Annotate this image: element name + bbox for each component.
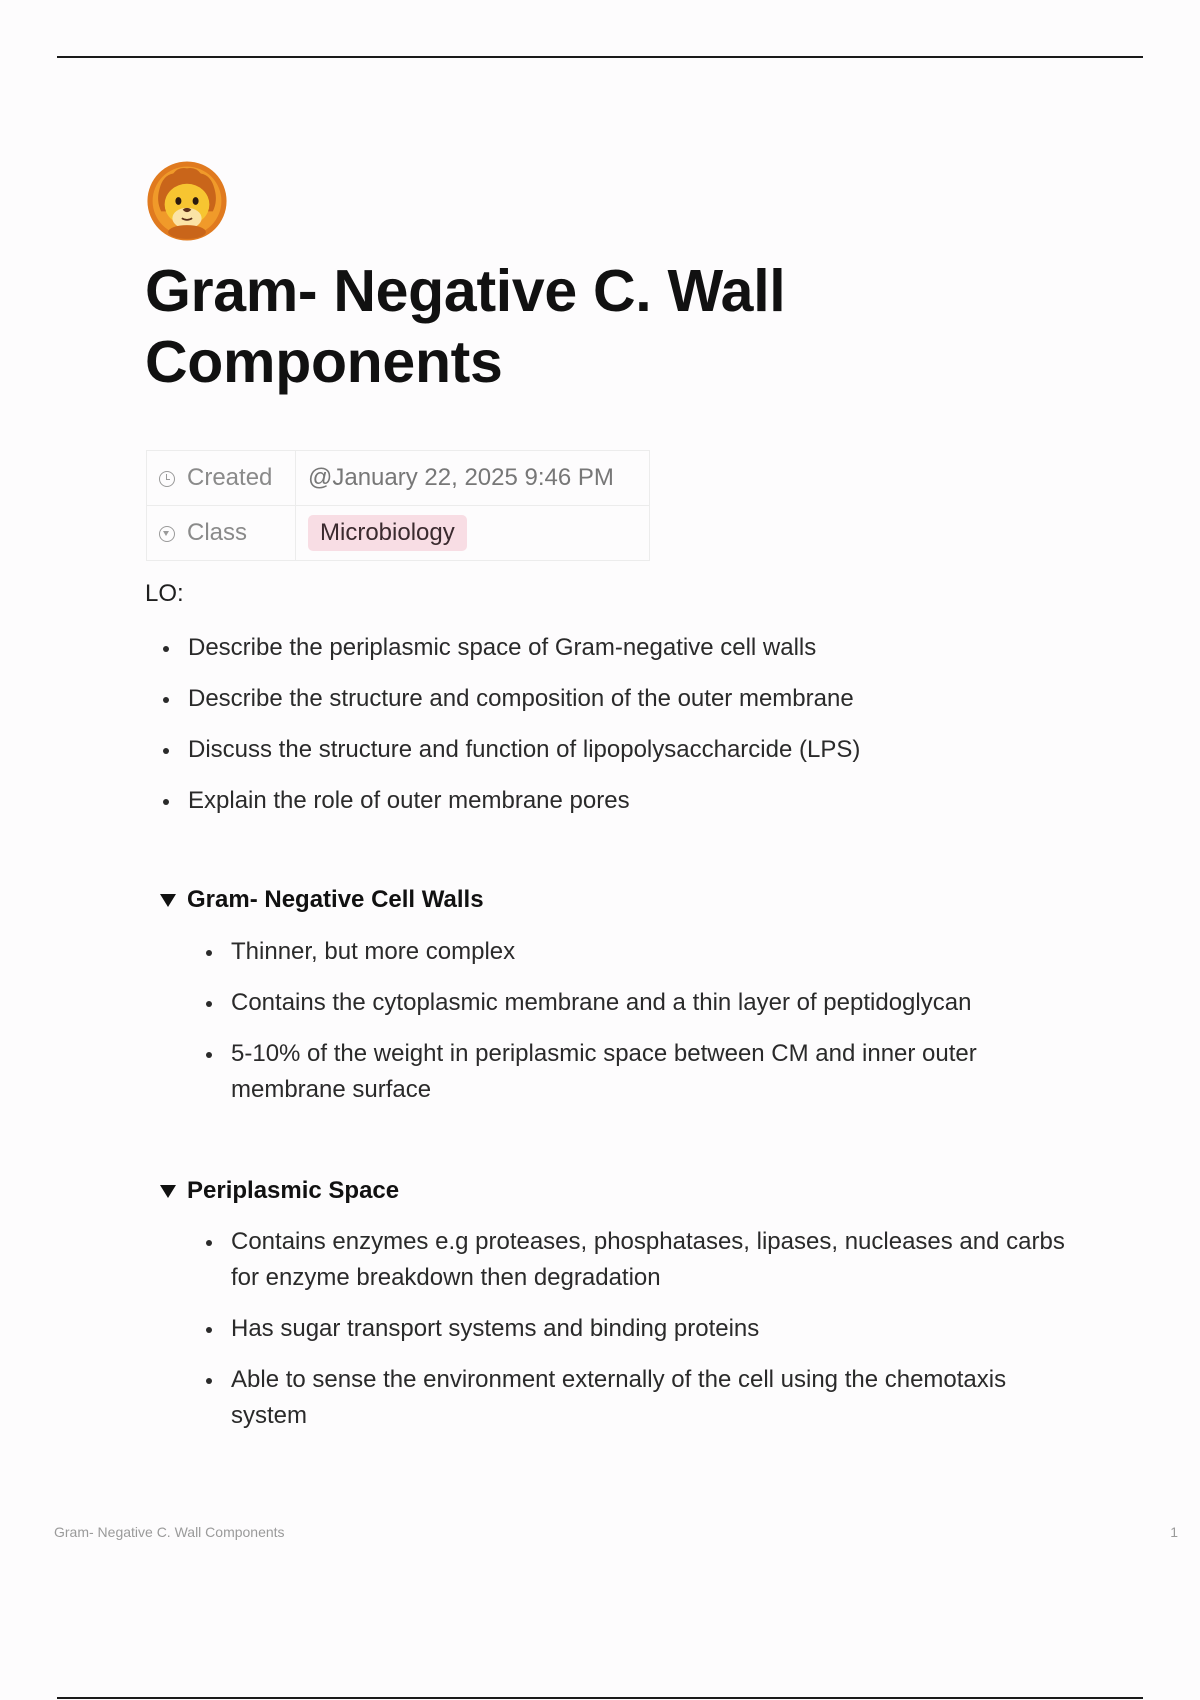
property-key-label: Created xyxy=(187,464,273,491)
property-key-created xyxy=(147,451,296,506)
list-item: Describe the structure and composition of the outer membrane xyxy=(160,681,1060,717)
section-list-periplasmic xyxy=(203,1224,1083,1449)
class-tag[interactable]: Microbiology xyxy=(308,515,467,551)
footer-title: Gram- Negative C. Wall Components xyxy=(54,1524,285,1540)
list-item: Discuss the structure and function of lipopolysaccharcide (LPS) xyxy=(160,732,1060,768)
list-item: Able to sense the environment externally of the cell using the chemotaxis system xyxy=(203,1362,1083,1434)
page-title: Gram- Negative C. Wall Components xyxy=(145,258,786,395)
list-item: Has sugar transport systems and binding proteins xyxy=(203,1311,1083,1347)
top-rule xyxy=(57,56,1143,58)
property-row-class[interactable] xyxy=(147,506,650,561)
properties-table xyxy=(146,450,650,561)
list-item: Thinner, but more complex xyxy=(203,934,1083,970)
property-value-class[interactable] xyxy=(296,506,650,561)
property-row-created[interactable] xyxy=(147,451,650,506)
toggle-gram-negative-cell-walls[interactable] xyxy=(160,886,484,914)
lo-list xyxy=(160,630,1060,834)
section-list-cell-walls xyxy=(203,934,1083,1123)
toggle-periplasmic-space[interactable] xyxy=(160,1177,399,1205)
list-item: 5-10% of the weight in periplasmic space between CM and inner outer membrane surface xyxy=(203,1036,1083,1108)
clock-icon xyxy=(159,471,175,487)
toggle-heading: Periplasmic Space xyxy=(187,1177,400,1204)
triangle-down-icon[interactable] xyxy=(160,1185,176,1198)
property-key-class xyxy=(147,506,296,561)
toggle-heading: Gram- Negative Cell Walls xyxy=(187,886,484,913)
bottom-rule xyxy=(57,1697,1143,1699)
select-icon xyxy=(159,526,175,542)
list-item: Describe the periplasmic space of Gram-negative cell walls xyxy=(160,630,1060,666)
list-item: Contains enzymes e.g proteases, phosphatases, lipases, nucleases and carbs for enzyme breakdown then degradation xyxy=(203,1224,1083,1296)
property-value-created[interactable]: @January 22, 2025 9:46 PM xyxy=(296,451,650,506)
lion-face-icon xyxy=(144,158,230,244)
triangle-down-icon[interactable] xyxy=(160,894,176,907)
lo-label: LO: xyxy=(145,580,184,607)
list-item: Explain the role of outer membrane pores xyxy=(160,783,1060,819)
page-number: 1 xyxy=(1170,1524,1178,1540)
property-key-label: Class xyxy=(187,519,248,546)
list-item: Contains the cytoplasmic membrane and a thin layer of peptidoglycan xyxy=(203,985,1083,1021)
